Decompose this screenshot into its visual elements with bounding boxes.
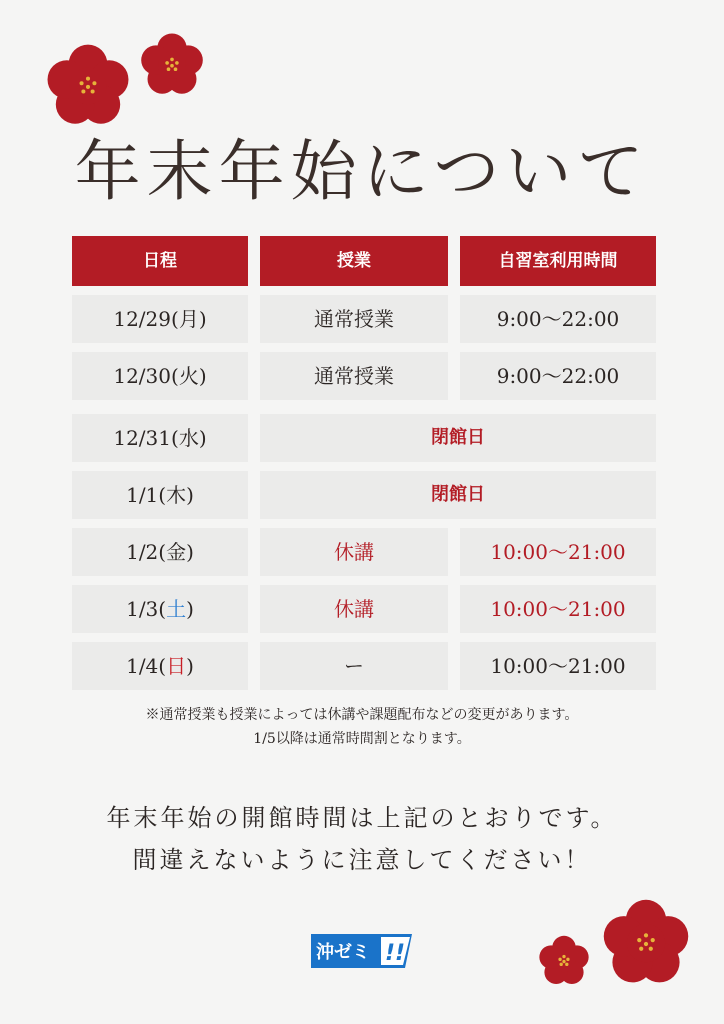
closed-cell: 閉館日 <box>260 414 656 462</box>
hours-cell: 10:00～21:00 <box>460 528 656 576</box>
hours-cell: 9:00～22:00 <box>460 352 656 400</box>
table-row <box>72 642 656 690</box>
note-line: ※通常授業も授業によっては休講や課題配布などの変更があります。 <box>145 707 579 723</box>
okizemi-logo <box>311 934 412 968</box>
date-cell: 12/30(火) <box>72 352 248 400</box>
date-cell: 12/31(水) <box>72 414 248 462</box>
plum-blossom-icon <box>137 30 207 100</box>
date-cell: 1/2(金) <box>72 528 248 576</box>
hours-cell: 9:00～22:00 <box>460 295 656 343</box>
plum-blossom-icon <box>598 895 694 991</box>
weekday-saturday: 土 <box>166 597 187 621</box>
header-date: 日程 <box>72 236 248 286</box>
table-row <box>72 352 656 400</box>
weekday-sunday: 日 <box>166 654 187 678</box>
date-cell: 12/29(月) <box>72 295 248 343</box>
message-line: 間違えないように注意してください！ <box>132 846 592 874</box>
header-class: 授業 <box>260 236 448 286</box>
table-row <box>72 414 656 462</box>
weekday: 水 <box>178 426 199 450</box>
class-cell: ー <box>260 642 448 690</box>
header-study-room-hours: 自習室利用時間 <box>460 236 656 286</box>
class-cell: 通常授業 <box>260 352 448 400</box>
table-row <box>72 528 656 576</box>
table-row <box>72 585 656 633</box>
class-cell: 休講 <box>260 585 448 633</box>
weekday: 月 <box>178 307 199 331</box>
closed-cell: 閉館日 <box>260 471 656 519</box>
plum-blossom-icon <box>536 933 592 989</box>
weekday: 金 <box>166 540 187 564</box>
date-cell: 1/3(土) <box>72 585 248 633</box>
weekday: 火 <box>178 364 199 388</box>
class-cell: 休講 <box>260 528 448 576</box>
date-cell: 1/1(木) <box>72 471 248 519</box>
date-cell: 1/4(日) <box>72 642 248 690</box>
hours-cell: 10:00～21:00 <box>460 585 656 633</box>
page-title: 年末年始について <box>74 133 650 210</box>
logo-text: 沖ゼミ <box>316 942 370 963</box>
class-cell: 通常授業 <box>260 295 448 343</box>
note-line: 1/5以降は通常時間割となります。 <box>253 731 471 747</box>
table-row <box>72 295 656 343</box>
message-line: 年末年始の開館時間は上記のとおりです。 <box>106 804 618 832</box>
table-row <box>72 471 656 519</box>
logo-mark: !! <box>385 941 406 966</box>
hours-cell: 10:00～21:00 <box>460 642 656 690</box>
weekday: 木 <box>166 483 187 507</box>
